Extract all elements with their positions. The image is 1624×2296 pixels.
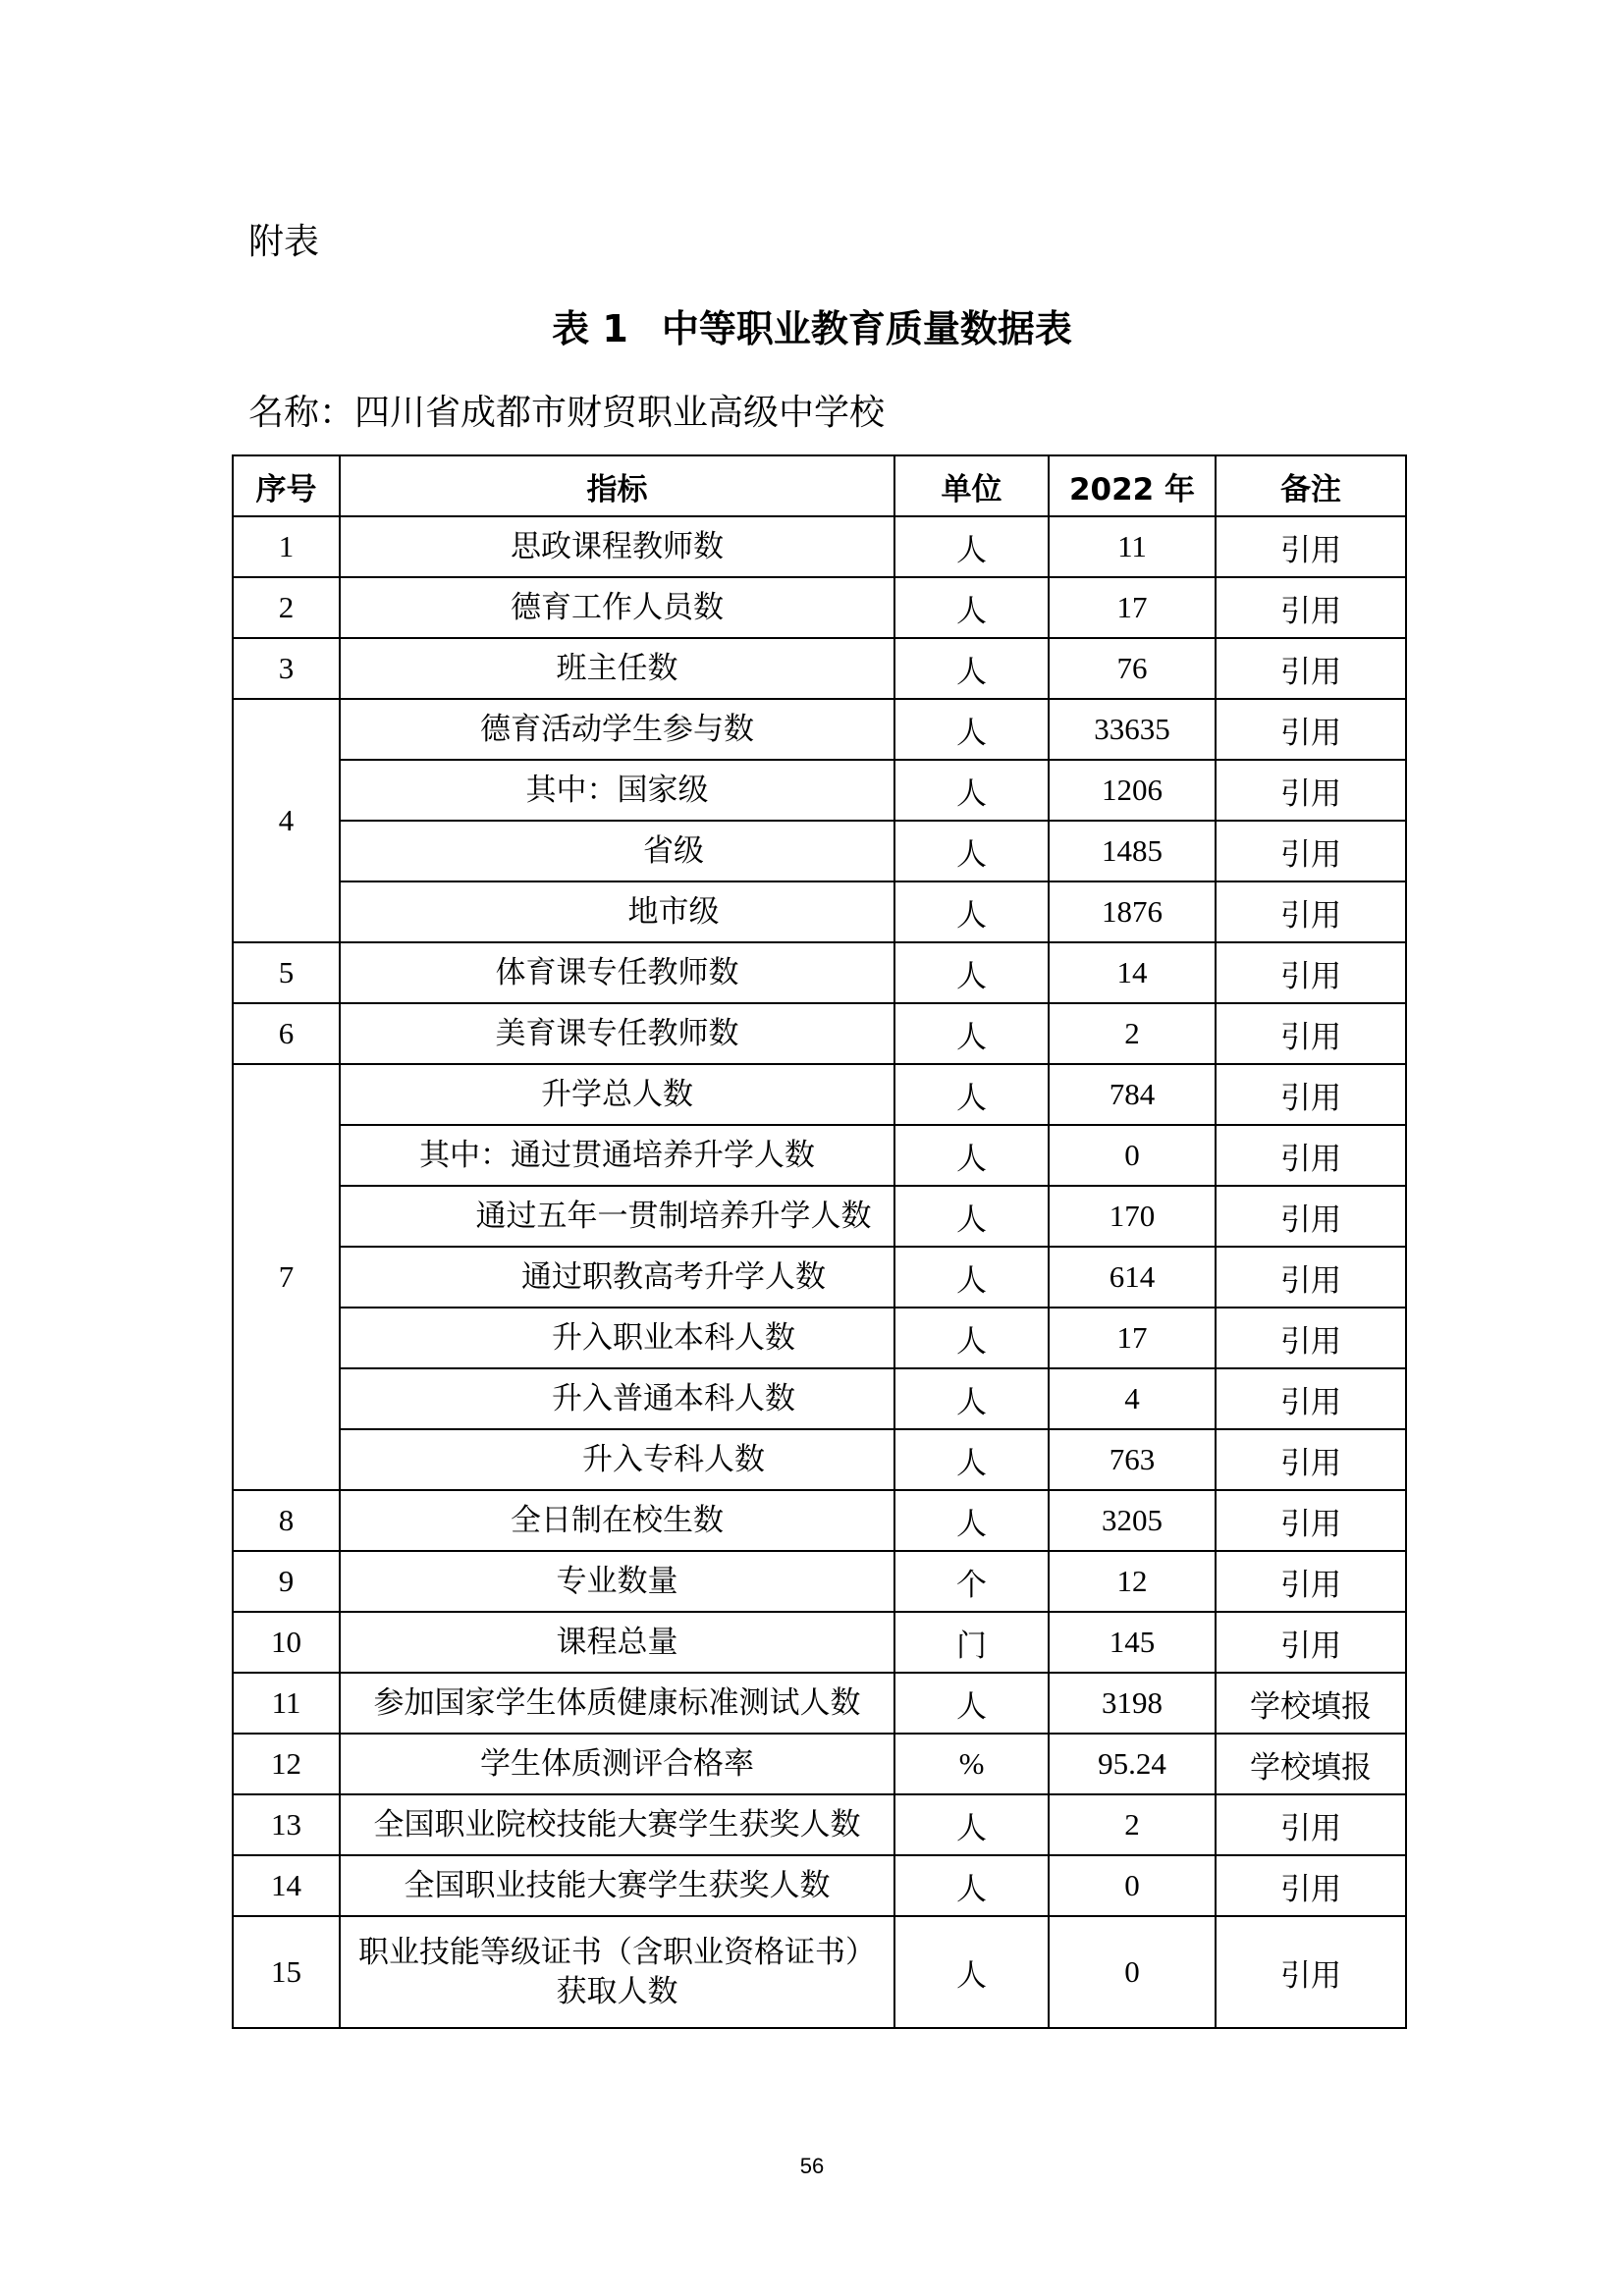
table-row [233,1855,1406,1916]
row-value: 4 [1049,1368,1216,1429]
row-seq: 15 [233,1916,340,2028]
row-unit: 人 [894,1247,1049,1308]
row-seq: 5 [233,942,340,1003]
row-value: 33635 [1049,699,1216,760]
row-indicator: 课程总量 [340,1612,894,1673]
row-seq: 6 [233,1003,340,1064]
table-row [233,1490,1406,1551]
row-note: 引用 [1216,638,1406,699]
table-row [233,1734,1406,1794]
row-value: 170 [1049,1186,1216,1247]
row-value: 3198 [1049,1673,1216,1734]
table-row [233,1308,1406,1368]
school-name-line: 名称：四川省成都市财贸职业高级中学校 [248,393,886,433]
row-value: 763 [1049,1429,1216,1490]
row-value: 2 [1049,1794,1216,1855]
row-note: 学校填报 [1216,1734,1406,1794]
table-name: 中等职业教育质量数据表 [661,307,1072,350]
table-row [233,699,1406,760]
row-note: 引用 [1216,1003,1406,1064]
table-row [233,942,1406,1003]
row-indicator: 其中：通过贯通培养升学人数 [340,1125,894,1186]
table-row [233,577,1406,638]
row-value: 145 [1049,1612,1216,1673]
row-unit: 人 [894,638,1049,699]
table-row [233,760,1406,821]
row-unit: 人 [894,1064,1049,1125]
table-row [233,1612,1406,1673]
row-indicator: 全国职业院校技能大赛学生获奖人数 [340,1794,894,1855]
table-row [233,1916,1406,2028]
row-note: 引用 [1216,1186,1406,1247]
row-indicator: 专业数量 [340,1551,894,1612]
quality-data-table [232,454,1407,2029]
table-row [233,1003,1406,1064]
header-seq: 序号 [233,455,340,516]
row-indicator: 全日制在校生数 [340,1490,894,1551]
row-value: 614 [1049,1247,1216,1308]
row-indicator: 思政课程教师数 [340,516,894,577]
row-unit: 人 [894,1429,1049,1490]
table-row [233,1064,1406,1125]
row-unit: 人 [894,1003,1049,1064]
table-row [233,516,1406,577]
row-indicator: 通过职教高考升学人数 [340,1247,894,1308]
row-note: 引用 [1216,821,1406,881]
row-note: 引用 [1216,1490,1406,1551]
row-unit: 人 [894,1794,1049,1855]
row-unit: 人 [894,760,1049,821]
row-note: 引用 [1216,1125,1406,1186]
row-value: 17 [1049,577,1216,638]
table-row [233,1186,1406,1247]
row-note: 引用 [1216,881,1406,942]
row-value: 784 [1049,1064,1216,1125]
row-note: 引用 [1216,1612,1406,1673]
table-row [233,638,1406,699]
row-seq: 8 [233,1490,340,1551]
table-number: 表 1 [552,307,628,350]
row-indicator: 学生体质测评合格率 [340,1734,894,1794]
row-note: 引用 [1216,1429,1406,1490]
row-indicator: 地市级 [340,881,894,942]
row-indicator [340,1916,894,2028]
row-value: 14 [1049,942,1216,1003]
row-unit: 人 [894,699,1049,760]
row-seq: 7 [233,1064,340,1490]
row-indicator: 德育活动学生参与数 [340,699,894,760]
row-indicator: 升入职业本科人数 [340,1308,894,1368]
row-seq: 4 [233,699,340,942]
row-seq: 14 [233,1855,340,1916]
row-indicator-line2: 获取人数 [556,1974,678,2009]
row-seq: 9 [233,1551,340,1612]
row-seq: 2 [233,577,340,638]
row-indicator: 班主任数 [340,638,894,699]
page-number: 56 [799,2154,825,2178]
header-indicator: 指标 [340,455,894,516]
table-row [233,1794,1406,1855]
row-seq: 10 [233,1612,340,1673]
row-unit: 人 [894,577,1049,638]
row-indicator-line1: 职业技能等级证书（含职业资格证书） [358,1935,876,1970]
table-row [233,1673,1406,1734]
row-value: 3205 [1049,1490,1216,1551]
row-unit: 人 [894,1368,1049,1429]
row-seq: 12 [233,1734,340,1794]
row-value: 95.24 [1049,1734,1216,1794]
header-note: 备注 [1216,455,1406,516]
row-indicator: 德育工作人员数 [340,577,894,638]
row-value: 17 [1049,1308,1216,1368]
table-row [233,1247,1406,1308]
table-title [0,298,1624,352]
row-indicator: 升入专科人数 [340,1429,894,1490]
row-value: 11 [1049,516,1216,577]
row-indicator: 美育课专任教师数 [340,1003,894,1064]
table-row [233,881,1406,942]
row-note: 引用 [1216,1551,1406,1612]
table-row [233,821,1406,881]
row-value: 12 [1049,1551,1216,1612]
row-indicator: 其中：国家级 [340,760,894,821]
table-row [233,1429,1406,1490]
row-unit: 门 [894,1612,1049,1673]
row-value: 76 [1049,638,1216,699]
row-unit: 人 [894,1855,1049,1916]
row-unit: 人 [894,942,1049,1003]
row-seq: 13 [233,1794,340,1855]
row-value: 0 [1049,1125,1216,1186]
row-indicator: 参加国家学生体质健康标准测试人数 [340,1673,894,1734]
row-note: 引用 [1216,1794,1406,1855]
row-note: 引用 [1216,577,1406,638]
row-value: 0 [1049,1916,1216,2028]
table-row [233,1368,1406,1429]
row-indicator: 升学总人数 [340,1064,894,1125]
row-note: 引用 [1216,1308,1406,1368]
row-note: 引用 [1216,1368,1406,1429]
row-seq: 11 [233,1673,340,1734]
row-note: 引用 [1216,516,1406,577]
row-unit: 人 [894,881,1049,942]
appendix-label: 附表 [248,222,320,262]
row-value: 2 [1049,1003,1216,1064]
row-unit: 人 [894,1673,1049,1734]
table-row [233,1125,1406,1186]
row-note: 引用 [1216,1064,1406,1125]
row-unit: 个 [894,1551,1049,1612]
row-unit: 人 [894,1186,1049,1247]
row-note: 引用 [1216,1247,1406,1308]
row-unit: 人 [894,1916,1049,2028]
row-value: 0 [1049,1855,1216,1916]
row-indicator: 升入普通本科人数 [340,1368,894,1429]
row-unit: 人 [894,1308,1049,1368]
row-indicator: 体育课专任教师数 [340,942,894,1003]
row-unit: % [894,1734,1049,1794]
row-value: 1485 [1049,821,1216,881]
row-seq: 3 [233,638,340,699]
row-indicator: 全国职业技能大赛学生获奖人数 [340,1855,894,1916]
row-value: 1206 [1049,760,1216,821]
header-unit: 单位 [894,455,1049,516]
row-unit: 人 [894,1125,1049,1186]
table-row [233,1551,1406,1612]
row-unit: 人 [894,516,1049,577]
row-note: 引用 [1216,1916,1406,2028]
table-header-row [233,455,1406,516]
row-note: 引用 [1216,942,1406,1003]
row-note: 学校填报 [1216,1673,1406,1734]
row-indicator: 省级 [340,821,894,881]
header-year: 2022 年 [1049,455,1216,516]
row-value: 1876 [1049,881,1216,942]
row-note: 引用 [1216,699,1406,760]
row-indicator: 通过五年一贯制培养升学人数 [340,1186,894,1247]
row-note: 引用 [1216,1855,1406,1916]
row-unit: 人 [894,1490,1049,1551]
row-seq: 1 [233,516,340,577]
row-unit: 人 [894,821,1049,881]
row-note: 引用 [1216,760,1406,821]
